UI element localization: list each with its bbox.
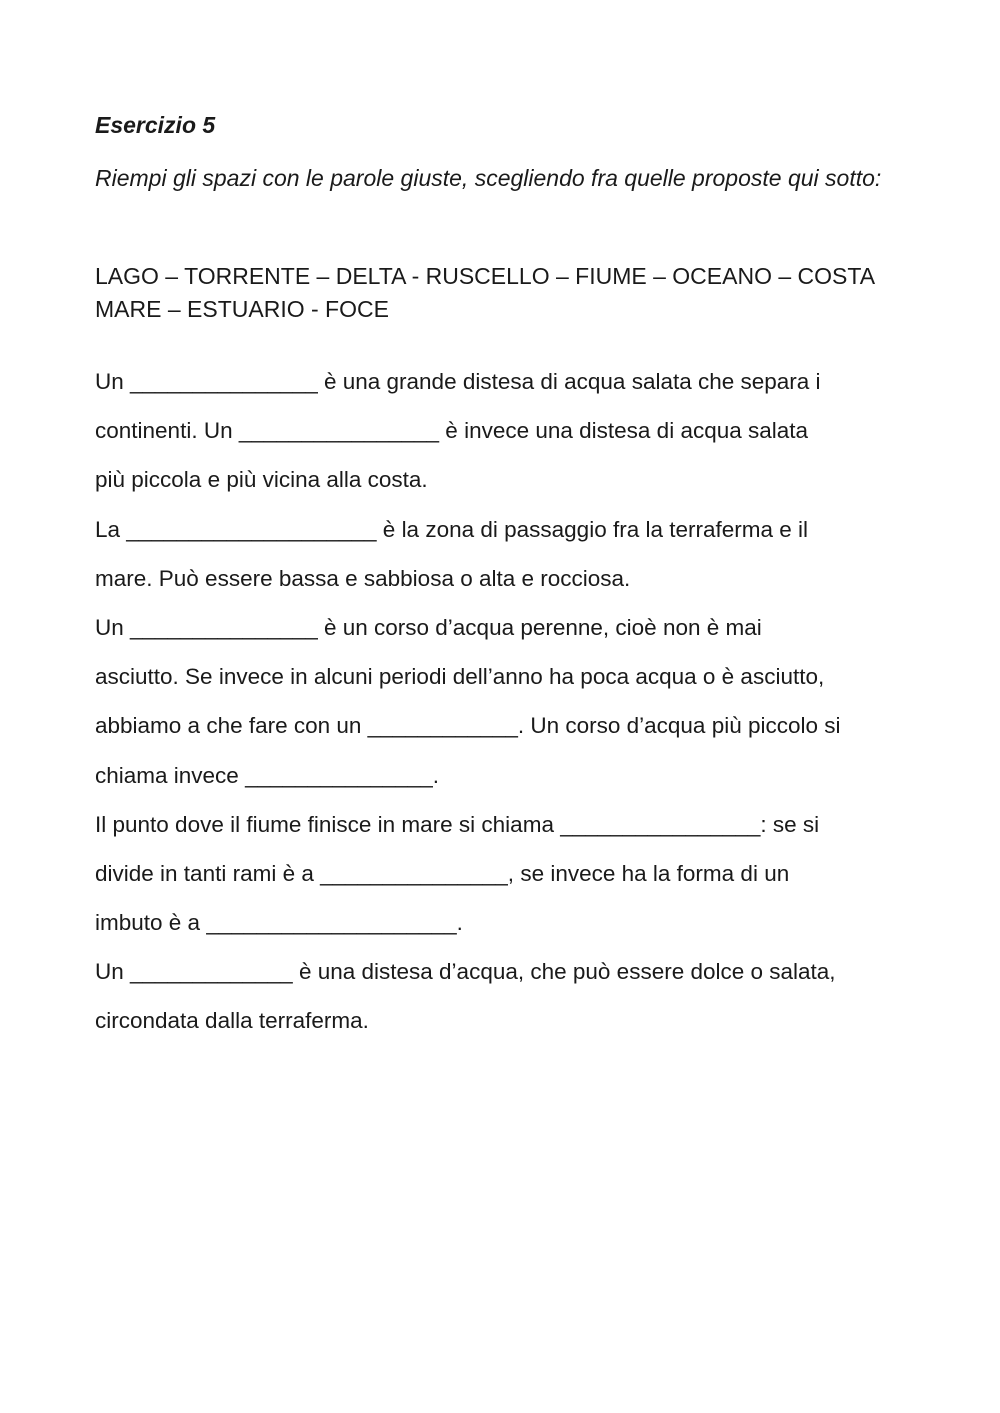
fill-in-text bbox=[95, 357, 915, 1046]
text-line: Un _______________ è una grande distesa di acqua salata che separa i bbox=[95, 369, 821, 394]
text-line: divide in tanti rami è a _______________, se invece ha la forma di un bbox=[95, 860, 790, 886]
text-line: Il punto dove il fiume finisce in mare si chiama ________________: se si bbox=[95, 811, 820, 837]
exercise-title: Esercizio 5 bbox=[95, 112, 216, 138]
word-bank-line: LAGO – TORRENTE – DELTA - RUSCELLO – FIUME – OCEANO – COSTA bbox=[95, 263, 876, 289]
text-line: imbuto è a ____________________. bbox=[95, 910, 463, 936]
word-bank-line: MARE – ESTUARIO - FOCE bbox=[95, 296, 389, 322]
text-line: abbiamo a che fare con un ____________. Un corso d’acqua più piccolo si bbox=[95, 713, 841, 739]
text-line: Un _______________ è un corso d’acqua perenne, cioè non è mai bbox=[95, 614, 762, 640]
word-bank bbox=[95, 260, 915, 326]
text-line: Un _____________ è una distesa d’acqua, che può essere dolce o salata, bbox=[95, 959, 836, 985]
text-line: asciutto. Se invece in alcuni periodi dell’anno ha poca acqua o è asciutto, bbox=[95, 664, 825, 690]
exercise-instructions: Riempi gli spazi con le parole giuste, scegliendo fra quelle proposte qui sotto: bbox=[95, 165, 882, 191]
text-line: La ____________________ è la zona di passaggio fra la terraferma e il bbox=[95, 516, 809, 542]
text-line: più piccola e più vicina alla costa. bbox=[95, 467, 428, 493]
text-line: chiama invece _______________. bbox=[95, 762, 440, 788]
text-line: mare. Può essere bassa e sabbiosa o alta e rocciosa. bbox=[95, 565, 631, 591]
text-line: circondata dalla terraferma. bbox=[95, 1008, 369, 1034]
text-line: continenti. Un ________________ è invece una distesa di acqua salata bbox=[95, 418, 809, 444]
